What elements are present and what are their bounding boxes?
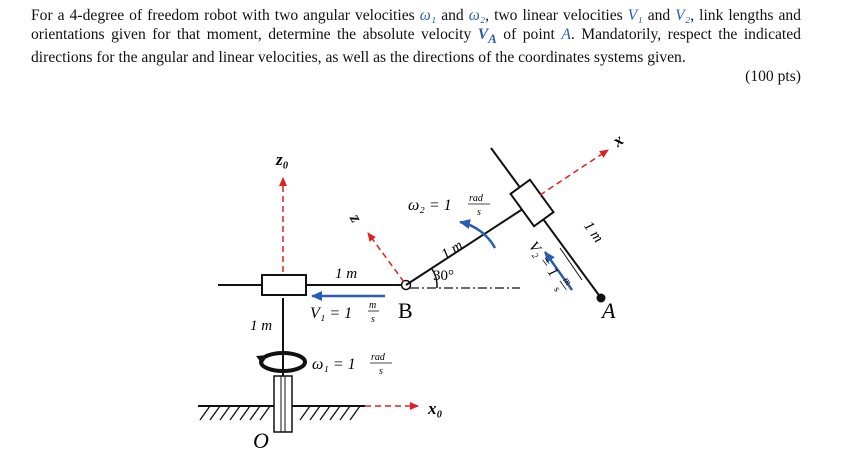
text-seg-5: . Mandatorily, respect the indicated directions for the angular and linear velocities, as well as the directions of the coordinates systems given.: [31, 26, 801, 67]
omega2-symbol: ω₂: [468, 7, 486, 24]
v2-label-group: [522, 236, 576, 297]
text-and-2: and: [647, 7, 671, 24]
omega1-symbol: ω₁: [419, 7, 437, 24]
v2-unit-den: s: [551, 284, 563, 295]
z-axis: [368, 233, 404, 282]
x-axis: [540, 150, 608, 195]
v1-label: V₁ = 1: [310, 305, 353, 322]
text-and-1: and: [441, 7, 464, 24]
va-subscript: A: [488, 31, 497, 47]
v1-unit-num: m: [369, 300, 377, 311]
x0-label: x₀: [428, 399, 443, 418]
w1-label: ω₁ = 1: [312, 356, 356, 373]
origin-label: O: [253, 428, 269, 453]
slider-length-label: 1 m: [580, 218, 607, 246]
w2-unit-den: s: [477, 207, 481, 218]
x-axis-label: x: [608, 130, 627, 151]
text-seg-4: of point: [503, 26, 555, 43]
v2-label: V₂ = 1: [525, 238, 562, 281]
point-a-label: A: [602, 298, 616, 323]
slider-length-line: [560, 248, 582, 280]
text-seg-2: , two linear velocities: [485, 7, 623, 24]
angle-label: 30°: [433, 268, 454, 284]
link-length-label: 1 m: [438, 237, 466, 263]
va-letter: V: [477, 26, 489, 43]
text-seg-3: , link lengths and orientations given for that moment, determine the absolute velocity: [31, 7, 801, 43]
point-b-label: B: [398, 298, 413, 323]
inclined-link: [406, 203, 532, 285]
point-a-ref: A: [561, 26, 571, 43]
base-column: [274, 298, 292, 432]
w1-unit-den: s: [379, 366, 383, 377]
slider-block: [511, 180, 554, 226]
v2-symbol: V₂: [675, 7, 691, 24]
v1-unit-den: s: [371, 314, 375, 325]
v2-unit-num: m: [560, 275, 574, 288]
w1-unit-num: rad: [371, 352, 385, 363]
points-label: (100 pts): [745, 68, 801, 86]
z0-label: z₀: [276, 150, 289, 169]
base-length-label: 1 m: [250, 318, 273, 334]
w2-label: ω₂ = 1: [408, 197, 452, 214]
w2-unit-num: rad: [469, 193, 483, 204]
omega2-arrow: [460, 222, 495, 248]
z-axis-label: z: [346, 210, 366, 226]
arm-length-label: 1 m: [335, 266, 358, 282]
text-seg-1: For a 4-degree of freedom robot with two angular velocities: [31, 7, 415, 24]
horizontal-arm: [218, 275, 403, 295]
v1-symbol: V₁: [627, 7, 643, 24]
rotation-omega1-icon: [256, 353, 305, 371]
